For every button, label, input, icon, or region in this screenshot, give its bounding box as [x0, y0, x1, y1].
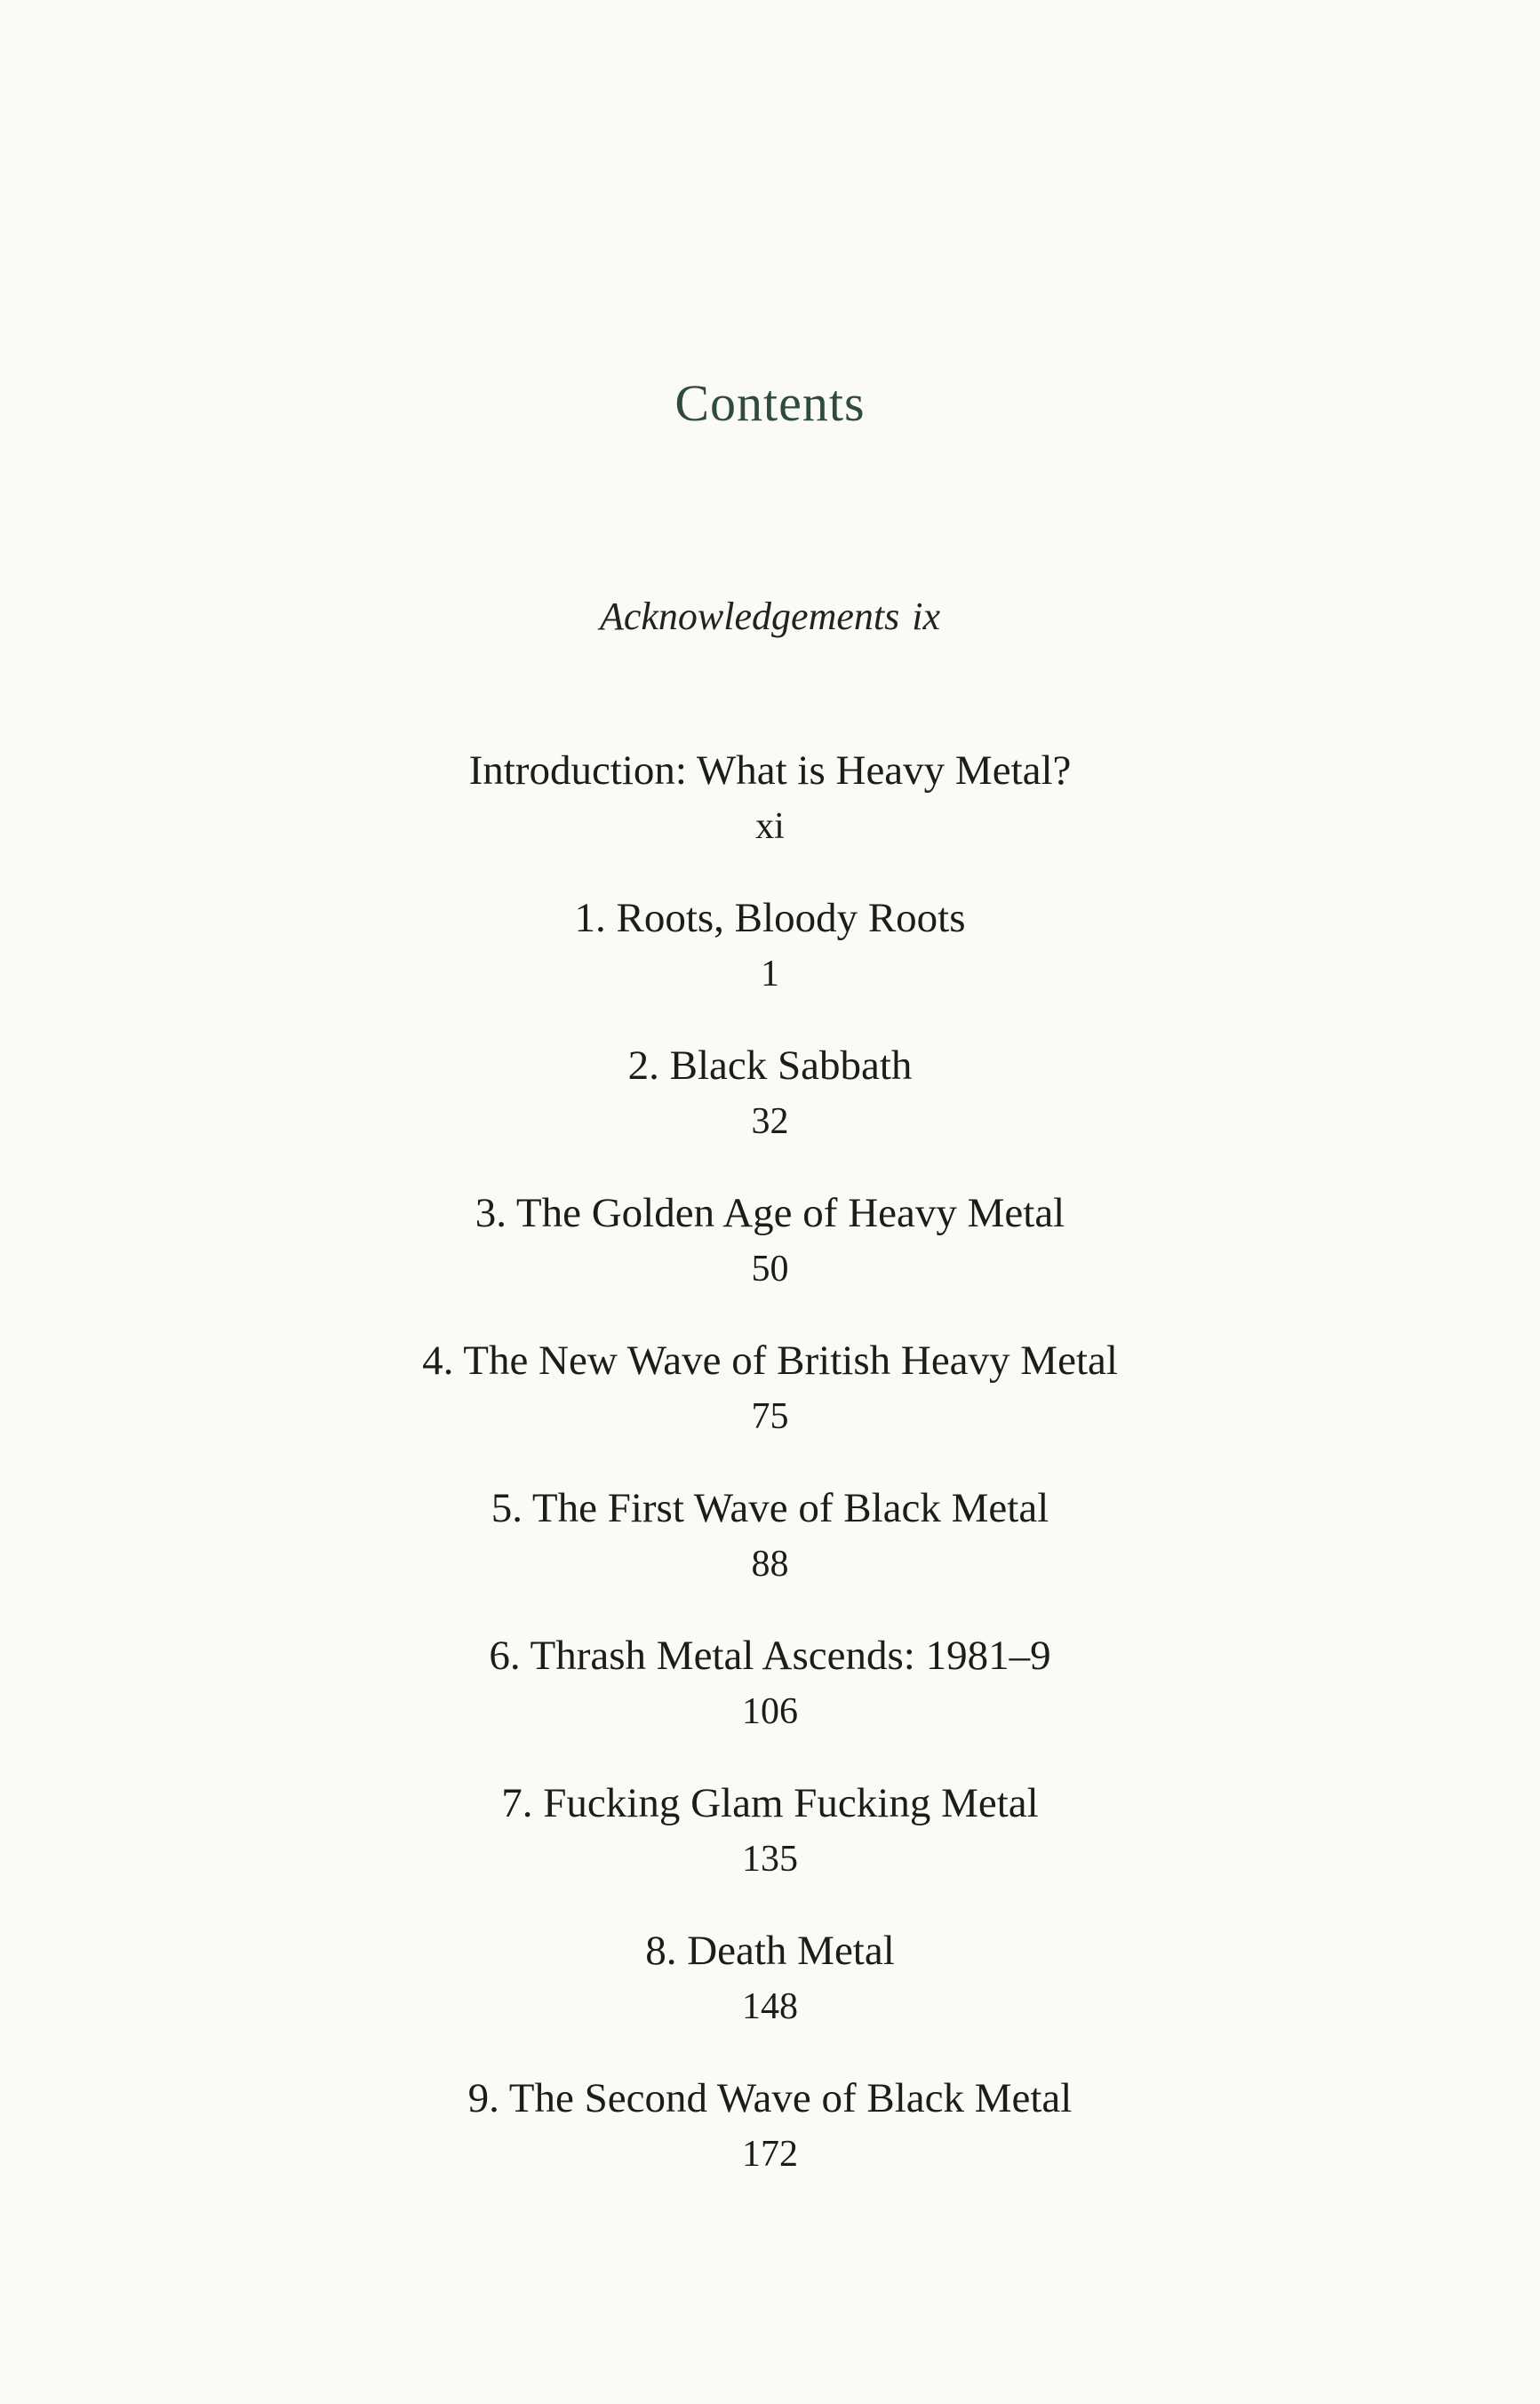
toc-entry-chapter-4 — [0, 1335, 1540, 1482]
toc-entry-page: 172 — [742, 2134, 798, 2175]
toc-entry-page: 32 — [751, 1101, 789, 1142]
toc-entry-page: 135 — [742, 1839, 798, 1880]
toc-entry-title: 2. Black Sabbath — [627, 1042, 913, 1089]
toc-entry-page: 1 — [761, 954, 779, 994]
toc-entry-title: 9. The Second Wave of Black Metal — [467, 2075, 1073, 2121]
toc-entry-title: 7. Fucking Glam Fucking Metal — [501, 1780, 1039, 1826]
toc-entry-chapter-6 — [0, 1630, 1540, 1777]
acknowledgements-entry — [0, 594, 1540, 639]
toc-entry-introduction — [0, 745, 1540, 892]
toc-entry-title: Introduction: What is Heavy Metal? — [468, 747, 1072, 794]
toc-entry-chapter-2 — [0, 1040, 1540, 1187]
toc-entry-title: 8. Death Metal — [645, 1928, 895, 1974]
toc-entry-page: 106 — [742, 1691, 798, 1732]
toc-entry-chapter-3 — [0, 1187, 1540, 1335]
toc-entry-title: 4. The New Wave of British Heavy Metal — [422, 1338, 1118, 1384]
acknowledgements-page: ix — [912, 595, 940, 638]
toc-entry-chapter-7 — [0, 1777, 1540, 1925]
acknowledgements-label: Acknowledgements — [600, 595, 900, 638]
toc-entry-title: 6. Thrash Metal Ascends: 1981–9 — [489, 1633, 1051, 1679]
toc-entry-page: 148 — [742, 1986, 798, 2027]
toc-entry-chapter-9 — [0, 2073, 1540, 2220]
toc-entry-page: 88 — [751, 1544, 789, 1585]
toc-entry-page: 50 — [751, 1249, 789, 1290]
toc-entry-title: 5. The First Wave of Black Metal — [491, 1485, 1049, 1531]
toc-entry-page: xi — [755, 806, 785, 847]
toc-entry-title: 3. The Golden Age of Heavy Metal — [475, 1190, 1065, 1236]
page-title: Contents — [674, 374, 866, 432]
toc-entry-chapter-1 — [0, 892, 1540, 1040]
toc-entry-chapter-8 — [0, 1925, 1540, 2073]
toc-entry-page: 75 — [751, 1396, 789, 1437]
toc-entry-title: 1. Roots, Bloody Roots — [574, 895, 966, 941]
toc-entry-chapter-5 — [0, 1482, 1540, 1630]
table-of-contents — [0, 745, 1540, 2220]
